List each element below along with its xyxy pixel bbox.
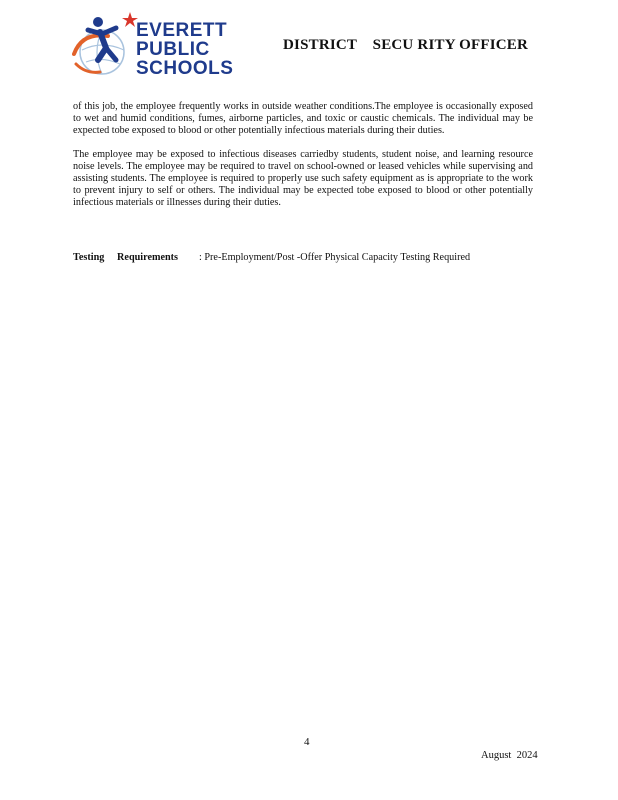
- running-figure-globe-icon: [72, 10, 138, 80]
- logo-line-2: PUBLIC: [136, 39, 210, 60]
- testing-requirements-value: : Pre-Employment/Post -Offer Physical Capacity Testing Required: [199, 252, 471, 263]
- footer-date: August 2024: [481, 750, 538, 761]
- paragraph-work-conditions: of this job, the employee frequently works in outside weather conditions.The employee is occasionally exposed to wet and humid conditions, fumes, airborne particles, and toxic or caustic chemicals. The individual may be expected tobe exposed to blood or other potentially infectious materials during their duties.: [73, 101, 533, 137]
- testing-requirements-label: Testing Requirements: [73, 252, 178, 263]
- testing-requirements-row: [73, 252, 470, 263]
- document-body: [73, 101, 533, 221]
- page-number: 4: [304, 736, 310, 748]
- logo-wordmark: [136, 21, 233, 78]
- logo-line-1: EVERETT: [136, 20, 228, 41]
- paragraph-exposure: The employee may be exposed to infectious diseases carriedby students, student noise, and learning resource noise levels. The employee may be required to travel on school-owned or leased vehicles while supervising and assisting students. The employee is required to properly use such safety equipment as is appropriate to the work to prevent injury to self or others. The individual may be expected tobe exposed to blood or other potentially infectious materials or illnesses during their duties.: [73, 148, 533, 209]
- document-title: DISTRICT SECU RITY OFFICER: [283, 37, 529, 53]
- district-logo: [72, 10, 242, 80]
- logo-line-3: SCHOOLS: [136, 58, 234, 79]
